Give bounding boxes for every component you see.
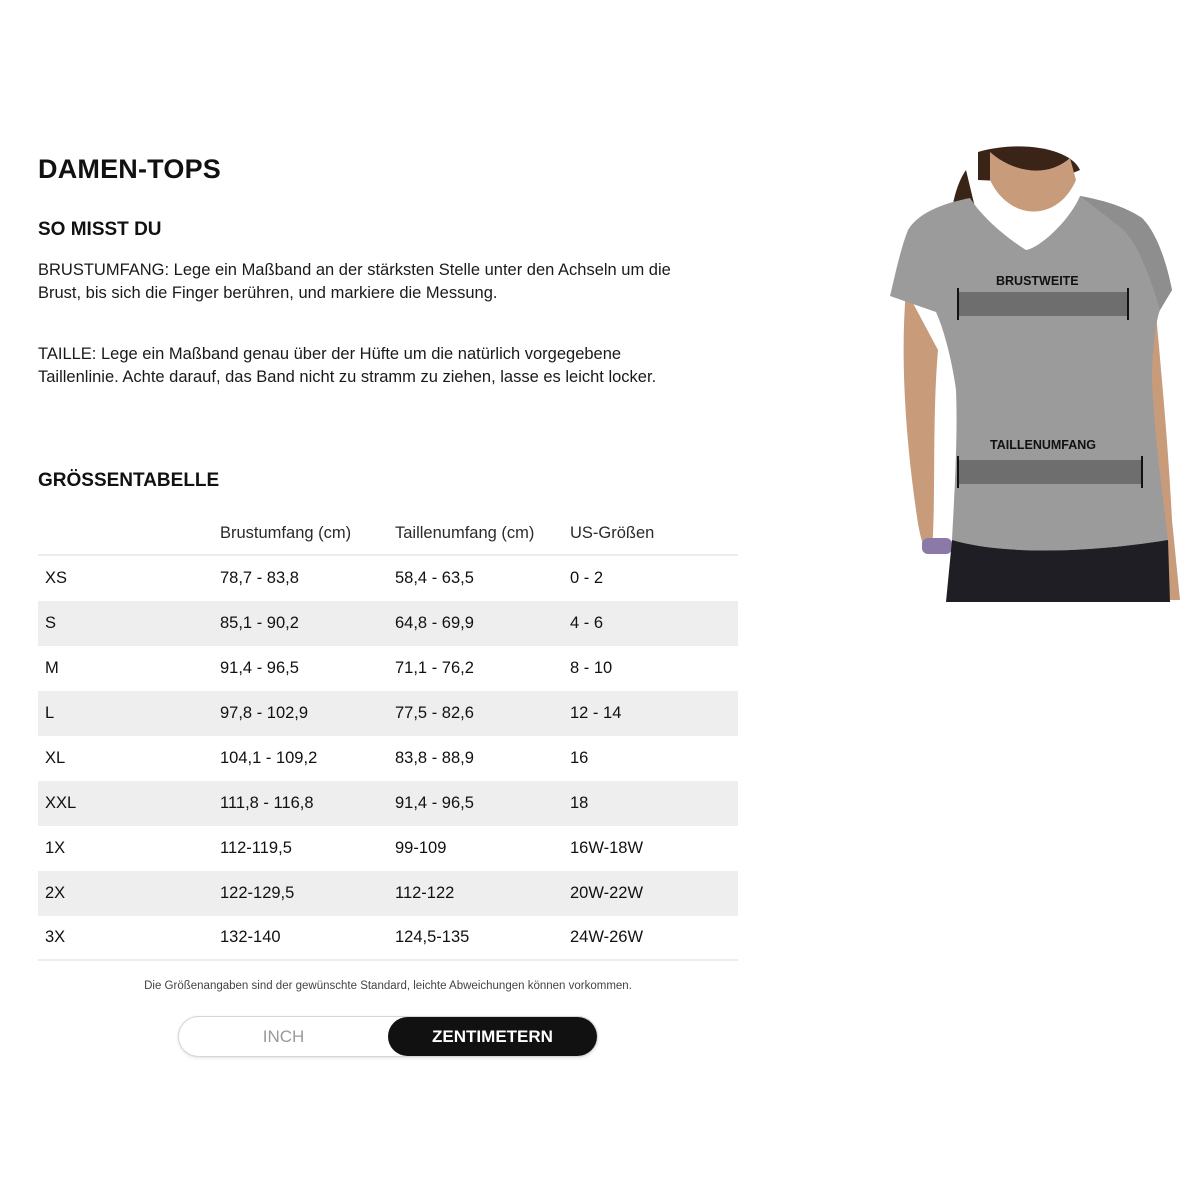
size-cell: S bbox=[45, 614, 57, 632]
page-title: DAMEN-TOPS bbox=[38, 154, 222, 184]
us-size-cell: 20W-22W bbox=[570, 884, 644, 902]
waist-cell: 77,5 - 82,6 bbox=[395, 704, 474, 722]
waist-cell: 91,4 - 96,5 bbox=[395, 794, 474, 812]
size-cell: M bbox=[45, 659, 59, 677]
size-cell: XXL bbox=[45, 794, 77, 812]
table-row bbox=[38, 781, 738, 826]
chest-instructions: BRUSTUMFANG: Lege ein Maßband an der stärksten Stelle unter den Achseln um die Brust, bis sich die Finger berühren, und markiere die Messung. bbox=[38, 261, 671, 302]
chest-measurement-label: BRUSTWEITE bbox=[996, 274, 1079, 288]
chest-cell: 111,8 - 116,8 bbox=[220, 794, 314, 812]
waist-cell: 83,8 - 88,9 bbox=[395, 749, 474, 767]
tshirt-model-illustration bbox=[880, 140, 1180, 602]
us-size-cell: 24W-26W bbox=[570, 928, 644, 946]
chest-cell: 85,1 - 90,2 bbox=[220, 614, 299, 632]
chest-cell: 122-129,5 bbox=[220, 884, 295, 902]
table-row bbox=[38, 916, 738, 961]
size-cell: XL bbox=[45, 749, 66, 767]
how-to-measure-heading: SO MISST DU bbox=[38, 219, 162, 240]
us-size-cell: 8 - 10 bbox=[570, 659, 613, 677]
unit-toggle[interactable] bbox=[178, 1016, 598, 1057]
table-header-chest: Brustumfang (cm) bbox=[220, 524, 352, 542]
table-row bbox=[38, 556, 738, 601]
size-cell: XS bbox=[45, 569, 68, 587]
waist-cell: 58,4 - 63,5 bbox=[395, 569, 474, 587]
size-cell: L bbox=[45, 704, 55, 722]
table-row bbox=[38, 691, 738, 736]
waist-cell: 124,5-135 bbox=[395, 928, 470, 946]
waist-cell: 71,1 - 76,2 bbox=[395, 659, 474, 677]
us-size-cell: 0 - 2 bbox=[570, 569, 604, 587]
size-cell: 3X bbox=[45, 928, 66, 946]
chest-cell: 78,7 - 83,8 bbox=[220, 569, 299, 587]
footnote: Die Größenangaben sind der gewünschte Standard, leichte Abweichungen können vorkommen. bbox=[144, 980, 632, 992]
table-header-row bbox=[38, 513, 738, 556]
us-size-cell: 16 bbox=[570, 749, 589, 767]
table-row bbox=[38, 871, 738, 916]
table-header-waist: Taillenumfang (cm) bbox=[395, 524, 535, 542]
chest-cell: 132-140 bbox=[220, 928, 281, 946]
us-size-cell: 12 - 14 bbox=[570, 704, 622, 722]
waist-instructions: TAILLE: Lege ein Maßband genau über der Hüfte um die natürlich vorgegebene Taillenlinie. Achte darauf, das Band nicht zu stramm zu ziehen, lasse es leicht locker. bbox=[38, 345, 657, 386]
chest-cell: 104,1 - 109,2 bbox=[220, 749, 318, 767]
waist-cell: 64,8 - 69,9 bbox=[395, 614, 474, 632]
us-size-cell: 18 bbox=[570, 794, 589, 812]
table-header-us-size: US-Größen bbox=[570, 524, 655, 542]
table-row bbox=[38, 826, 738, 871]
size-cell: 2X bbox=[45, 884, 66, 902]
waist-measurement-label: TAILLENUMFANG bbox=[990, 438, 1097, 452]
table-row bbox=[38, 646, 738, 691]
inch-toggle-button[interactable]: INCH bbox=[262, 1026, 305, 1046]
table-row bbox=[38, 601, 738, 646]
chest-cell: 91,4 - 96,5 bbox=[220, 659, 299, 677]
table-row bbox=[38, 736, 738, 781]
centimeter-toggle-button[interactable]: ZENTIMETERN bbox=[388, 1017, 597, 1056]
chest-cell: 112-119,5 bbox=[220, 839, 292, 857]
us-size-cell: 16W-18W bbox=[570, 839, 644, 857]
size-table bbox=[38, 513, 738, 961]
size-table-heading: GRÖSSENTABELLE bbox=[38, 470, 220, 491]
measurement-figure bbox=[880, 140, 1180, 602]
waist-cell: 99-109 bbox=[395, 839, 447, 857]
us-size-cell: 4 - 6 bbox=[570, 614, 604, 632]
size-cell: 1X bbox=[45, 839, 66, 857]
waist-cell: 112-122 bbox=[395, 884, 455, 902]
chest-cell: 97,8 - 102,9 bbox=[220, 704, 309, 722]
